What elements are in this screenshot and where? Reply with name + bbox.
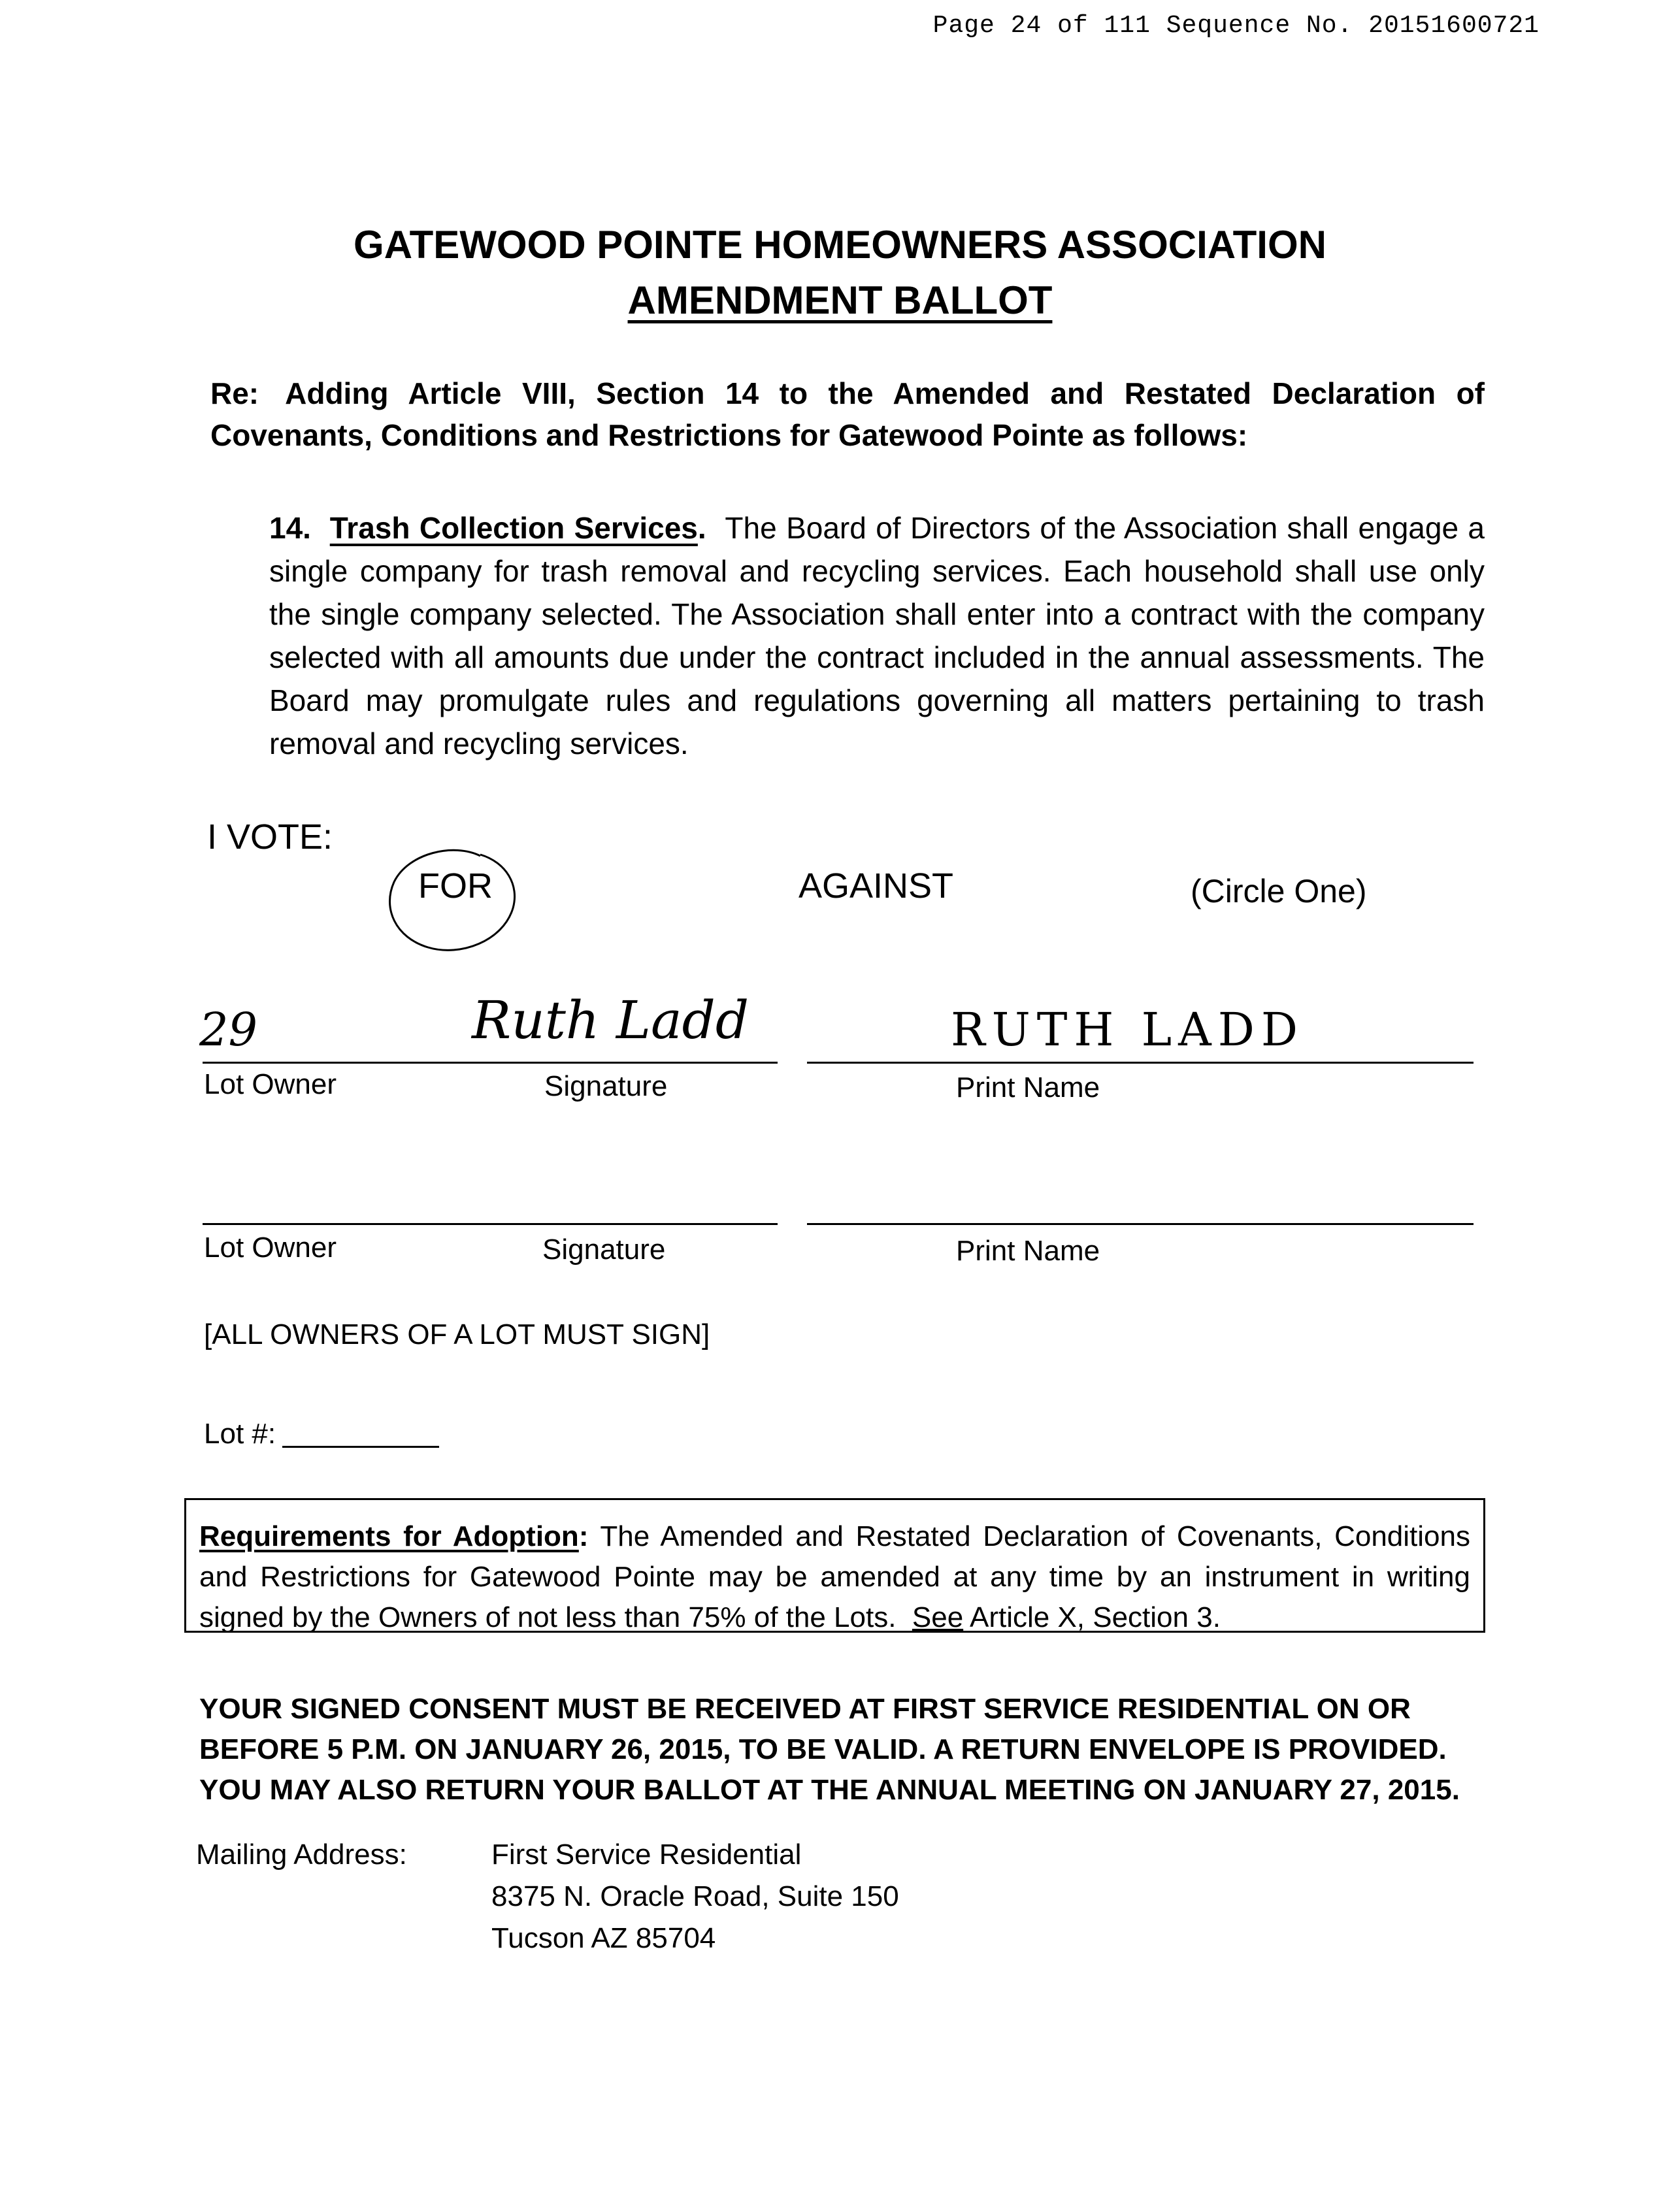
print-name-line-2[interactable] <box>807 1223 1474 1225</box>
mailing-address-line-3: Tucson AZ 85704 <box>491 1922 716 1954</box>
mailing-address-line-2: 8375 N. Oracle Road, Suite 150 <box>491 1880 899 1912</box>
mailing-address-label: Mailing Address: <box>196 1839 407 1871</box>
signature-label-2: Signature <box>542 1234 666 1266</box>
print-name-label-1: Print Name <box>956 1071 1100 1104</box>
requirements-see: See <box>912 1601 964 1633</box>
signature-label-1: Signature <box>544 1070 668 1102</box>
section-14-paragraph: 14. Trash Collection Services. The Board of Directors of the Association shall engage a single company for trash removal and recycling services. Each household shall use only the single company selected. The Association shall enter into a contract with the company selected with all amounts due under the contract included in the annual assessments. The Board may promulgate rules and regulations governing all matters pertaining to trash removal and recycling services. <box>269 511 1485 760</box>
vote-against-label: AGAINST <box>799 866 954 906</box>
signature-line-1 <box>203 1062 778 1064</box>
vote-against-option[interactable] <box>799 866 953 906</box>
requirements-reference: Article X, Section 3. <box>969 1601 1221 1633</box>
all-owners-note: [ALL OWNERS OF A LOT MUST SIGN] <box>204 1318 710 1350</box>
section-heading: Trash Collection Services <box>329 511 698 545</box>
mailing-address-line-1: First Service Residential <box>491 1839 802 1871</box>
lot-owner-label-2: Lot Owner <box>204 1232 337 1264</box>
vote-label: I VOTE: <box>207 817 333 857</box>
re-statement <box>210 372 1485 456</box>
lot-owner-handwritten-value: 29 <box>199 1003 258 1056</box>
print-name-label-2: Print Name <box>956 1235 1100 1267</box>
re-text: Adding Article VIII, Section 14 to the Amended and Restated Declaration of Covenants, Conditions and Restrictions for Gatewood Pointe as follows: <box>210 376 1485 452</box>
ballot-title-text: AMENDMENT BALLOT <box>627 278 1053 322</box>
section-text: The Board of Directors of the Association shall engage a single company for trash removal and recycling services. Each household shall use only the single company selected. The Association shall enter into a contract with the company selected with all amounts due under the contract included in the annual assessments. The Board may promulgate rules and regulations governing all matters pertaining to trash removal and recycling services. <box>269 511 1485 760</box>
section-number: 14. <box>269 511 311 545</box>
requirements-text: The Amended and Restated Declaration of Covenants, Conditions and Restrictions for Gatewood Pointe may be amended at any time by an instrument in writing signed by the Owners of not less than 75% of the Lots. <box>199 1520 1470 1633</box>
signature-line-2[interactable] <box>203 1223 778 1225</box>
handwritten-print-name: RUTH LADD <box>951 1003 1304 1056</box>
deadline-notice: YOUR SIGNED CONSENT MUST BE RECEIVED AT FIRST SERVICE RESIDENTIAL ON OR BEFORE 5 P.M. ON JANUARY 26, 2015, TO BE VALID. A RETURN ENVELOPE IS PROVIDED. YOU MAY ALSO RETURN YOUR BALLOT AT THE ANNUAL MEETING ON JANUARY 27, 2015. <box>199 1693 1460 1806</box>
vote-for-label: FOR <box>418 866 493 906</box>
hand-drawn-circle-mark <box>382 843 533 960</box>
re-label: Re: <box>210 376 259 410</box>
page-sequence-header: Page 24 of 111 Sequence No. 20151600721 <box>932 12 1540 40</box>
lot-number-label: Lot #: <box>204 1418 276 1450</box>
requirements-heading: Requirements for Adoption <box>199 1520 579 1552</box>
requirements-text-block: Requirements for Adoption: The Amended and Restated Declaration of Covenants, Conditions and Restrictions for Gatewood Pointe may be amended at any time by an instrument in writing signed by the Owners of not less than 75% of the Lots. See Article X, Section 3. <box>199 1520 1470 1633</box>
requirements-box <box>184 1498 1485 1633</box>
print-name-line-1 <box>807 1062 1474 1064</box>
association-title: GATEWOOD POINTE HOMEOWNERS ASSOCIATION <box>354 223 1326 267</box>
lot-number-blank[interactable] <box>282 1446 439 1448</box>
handwritten-signature: Ruth Ladd <box>472 990 749 1051</box>
circle-one-instruction: (Circle One) <box>1191 873 1367 909</box>
ballot-title <box>0 278 1680 323</box>
lot-owner-label-1: Lot Owner <box>204 1068 337 1100</box>
